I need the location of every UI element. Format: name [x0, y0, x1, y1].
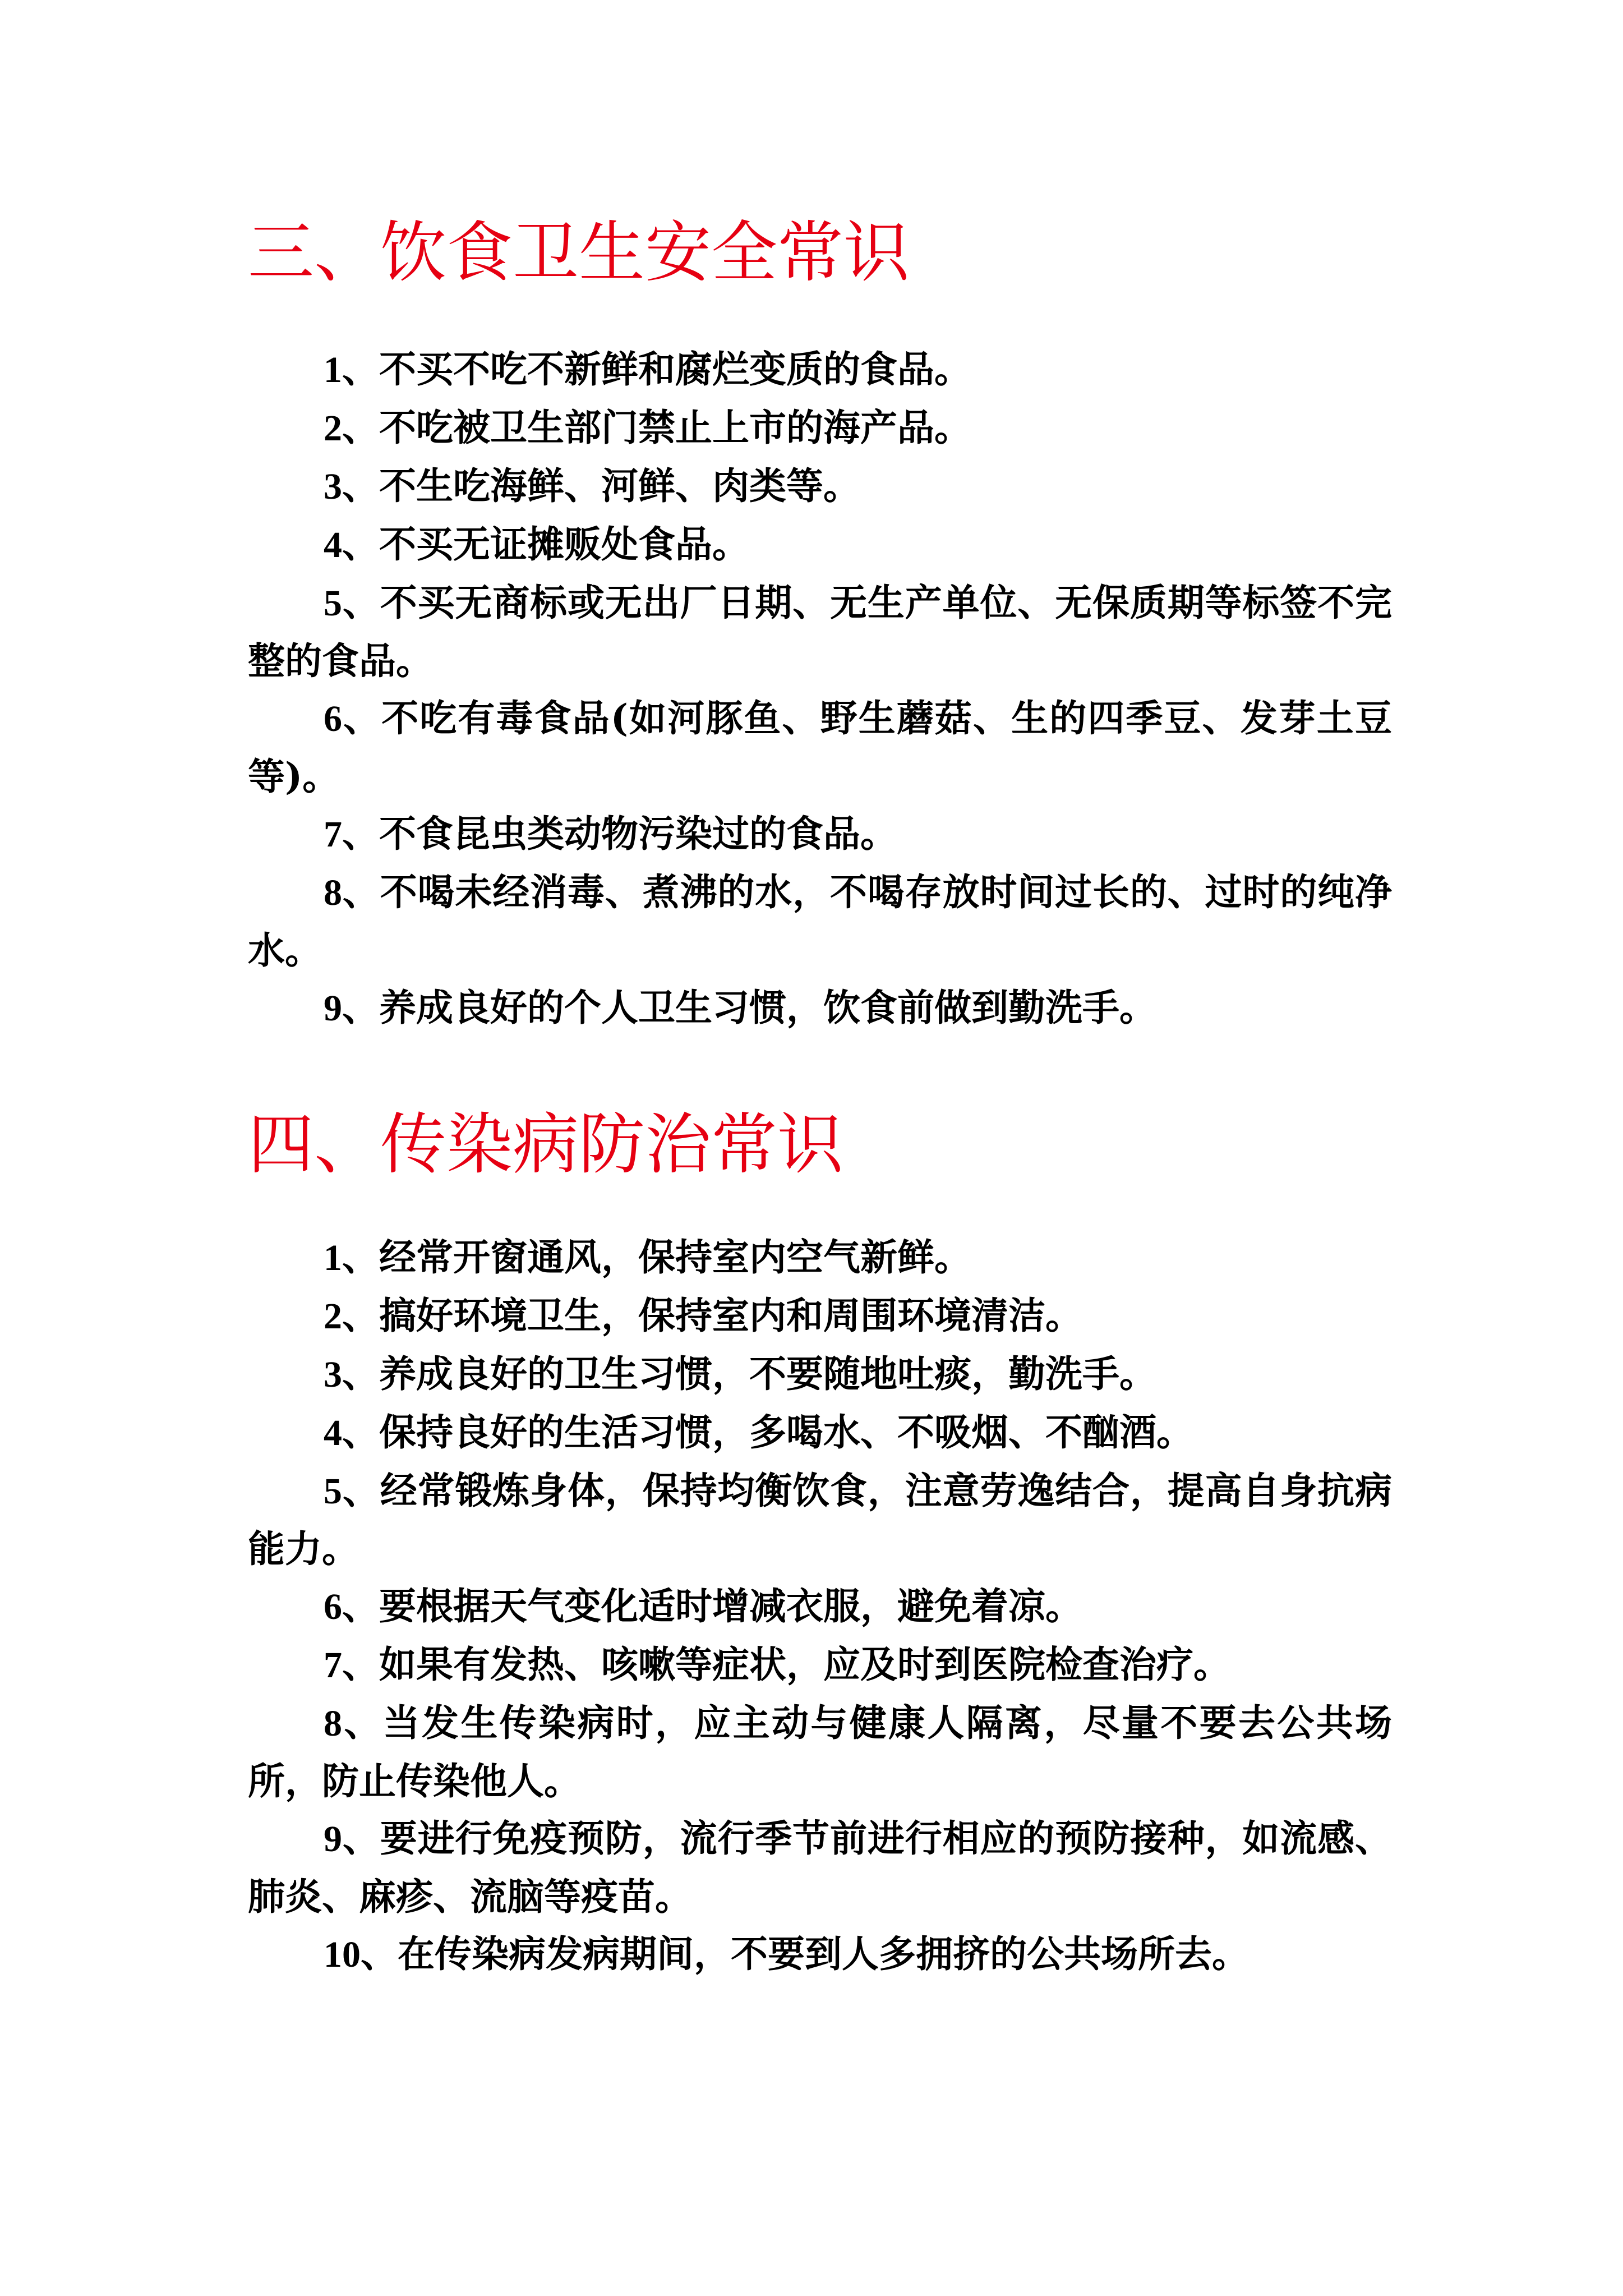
item-number: 4 — [324, 1412, 342, 1453]
item-number: 6 — [324, 1586, 342, 1627]
item-number: 5 — [324, 583, 342, 624]
item-number: 1 — [324, 1237, 342, 1278]
list-item — [248, 341, 1392, 399]
item-text: 养成良好的卫生习惯，不要随地吐痰，勤洗手。 — [379, 1352, 1156, 1396]
section-title-disease-prevention: 四、传染病防治常识 — [248, 1106, 844, 1183]
item-text: 不买不吃不新鲜和腐烂变质的食品。 — [379, 347, 971, 391]
list-item — [248, 1636, 1392, 1694]
item-text: 不食昆虫类动物污染过的食品。 — [379, 812, 897, 855]
item-separator: 、 — [342, 986, 379, 1029]
list-item — [248, 1287, 1392, 1345]
item-text: 要进行免疫预防，流行季节前进行相应的预防接种，如流感、肺炎、麻疹、流脑等疫苗。 — [248, 1816, 1393, 1918]
list-item — [248, 457, 1392, 516]
item-number: 8 — [324, 872, 342, 913]
item-number: 6 — [324, 698, 342, 739]
item-separator: 、 — [342, 1235, 379, 1279]
item-separator: 、 — [342, 1469, 380, 1512]
item-text: 不吃被卫生部门禁止上市的海产品。 — [379, 406, 971, 449]
list-item — [248, 689, 1392, 805]
list-item — [248, 1462, 1392, 1577]
item-text: 保持良好的生活习惯，多喝水、不吸烟、不酗酒。 — [379, 1410, 1193, 1454]
item-number: 8 — [324, 1703, 342, 1744]
list-item — [248, 1228, 1392, 1287]
list-item — [248, 805, 1392, 863]
list-item — [248, 1404, 1392, 1462]
item-text: 不吃有毒食品(如河豚鱼、野生蘑菇、生的四季豆、发芽土豆等)。 — [248, 696, 1392, 798]
item-separator: 、 — [342, 870, 380, 914]
item-separator: 、 — [342, 1410, 379, 1454]
item-text: 不生吃海鲜、河鲜、肉类等。 — [379, 464, 860, 508]
item-separator: 、 — [342, 1352, 379, 1396]
item-text: 养成良好的个人卫生习惯，饮食前做到勤洗手。 — [379, 986, 1156, 1029]
item-separator: 、 — [342, 347, 379, 391]
item-number: 4 — [324, 524, 342, 565]
item-text: 当发生传染病时，应主动与健康人隔离，尽量不要去公共场所，防止传染他人。 — [248, 1701, 1393, 1803]
item-number: 10 — [324, 1934, 361, 1975]
item-text: 不买无商标或无出厂日期、无生产单位、无保质期等标签不完整的食品。 — [248, 581, 1393, 683]
list-item — [248, 574, 1392, 689]
list-item — [248, 516, 1392, 574]
section-title-food-safety: 三、饮食卫生安全常识 — [248, 214, 910, 291]
item-separator: 、 — [342, 406, 379, 449]
item-separator: 、 — [342, 1642, 379, 1686]
item-text: 经常锻炼身体，保持均衡饮食，注意劳逸结合，提高自身抗病能力。 — [248, 1469, 1393, 1571]
item-separator: 、 — [342, 581, 380, 624]
item-text: 不买无证摊贩处食品。 — [379, 522, 749, 566]
item-text: 搞好环境卫生，保持室内和周围环境清洁。 — [379, 1294, 1082, 1337]
list-item — [248, 1694, 1392, 1810]
item-number: 3 — [324, 466, 342, 507]
item-number: 7 — [324, 814, 342, 855]
item-text: 要根据天气变化适时增减衣服，避免着凉。 — [379, 1584, 1082, 1628]
disease-prevention-list — [248, 1228, 1392, 1984]
item-number: 1 — [324, 349, 342, 390]
list-item — [248, 399, 1392, 457]
item-number: 9 — [324, 988, 342, 1029]
item-separator: 、 — [342, 522, 379, 566]
item-separator: 、 — [361, 1932, 398, 1976]
item-separator: 、 — [342, 696, 382, 740]
item-text: 在传染病发病期间，不要到人多拥挤的公共场所去。 — [398, 1932, 1249, 1976]
item-separator: 、 — [342, 464, 379, 508]
item-number: 2 — [324, 408, 342, 449]
list-item — [248, 1345, 1392, 1404]
food-safety-list — [248, 341, 1392, 1037]
item-text: 不喝未经消毒、煮沸的水，不喝存放时间过长的、过时的纯净水。 — [248, 870, 1393, 972]
item-separator: 、 — [342, 1294, 379, 1337]
item-separator: 、 — [342, 1584, 379, 1628]
item-number: 2 — [324, 1296, 342, 1337]
item-number: 3 — [324, 1354, 342, 1395]
item-separator: 、 — [342, 1816, 380, 1860]
item-number: 5 — [324, 1471, 342, 1512]
item-separator: 、 — [342, 812, 379, 855]
item-text: 如果有发热、咳嗽等症状，应及时到医院检查治疗。 — [379, 1642, 1230, 1686]
item-text: 经常开窗通风，保持室内空气新鲜。 — [379, 1235, 971, 1279]
list-item — [248, 1925, 1392, 1984]
list-item — [248, 979, 1392, 1037]
item-separator: 、 — [342, 1701, 383, 1745]
item-number: 7 — [324, 1645, 342, 1686]
list-item — [248, 1810, 1392, 1925]
item-number: 9 — [324, 1819, 342, 1860]
list-item — [248, 1577, 1392, 1636]
list-item — [248, 863, 1392, 979]
